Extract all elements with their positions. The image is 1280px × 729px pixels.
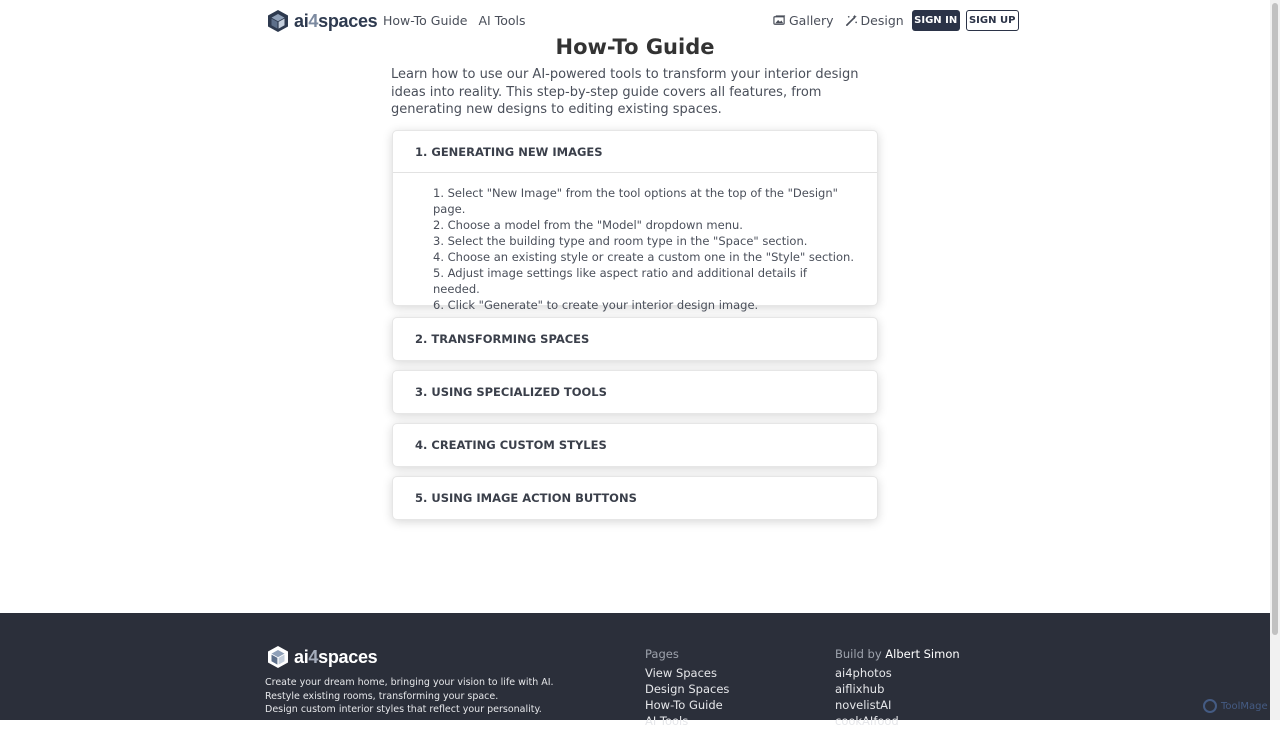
accordion-header[interactable]: 4. CREATING CUSTOM STYLES [415,438,607,452]
footer-built-by-heading [835,646,960,662]
user-nav [773,10,1019,31]
design-wand-icon [845,14,858,27]
sign-in-button[interactable]: SIGN IN [912,10,960,31]
accordion-header[interactable]: 5. USING IMAGE ACTION BUTTONS [415,491,637,505]
tagline-line: Restyle existing rooms, transforming your space. [265,690,499,702]
footer-link-view-spaces[interactable]: View Spaces [645,666,717,680]
nav-link-gallery-label: Gallery [789,13,834,28]
accordion-section-image-action-buttons [392,476,878,520]
footer-built-by-column [835,646,960,729]
footer-brand-logo[interactable] [267,645,377,669]
footer-link-ai4photos[interactable]: ai4photos [835,666,892,680]
footer-brand-name: ai4spaces [294,646,378,667]
nav-link-ai-tools[interactable]: AI Tools [478,13,526,28]
cube-logo-icon [267,9,289,33]
footer-link-novelistai[interactable]: novelistAI [835,698,892,712]
brand-logo[interactable] [267,9,377,33]
footer-pages-column [645,646,729,729]
footer-link-aiflixhub[interactable]: aiflixhub [835,682,885,696]
nav-link-how-to-guide[interactable]: How-To Guide [383,13,468,28]
accordion-header[interactable]: 2. TRANSFORMING SPACES [415,332,590,346]
gallery-icon [773,14,786,27]
accordion-section-specialized-tools [392,370,878,414]
footer-link-design-spaces[interactable]: Design Spaces [645,682,730,696]
page-title: How-To Guide [555,35,715,59]
watermark-label: ToolMage [1221,700,1268,712]
brand-name: ai4spaces [294,10,378,31]
watermark [1203,699,1268,713]
footer-tagline [265,676,554,717]
primary-nav [383,13,526,28]
footer-pages-heading: Pages [645,647,679,661]
author-link[interactable]: Albert Simon [885,647,960,661]
scrollbar-thumb[interactable] [1272,3,1278,635]
built-by-prefix: Build by [835,647,882,661]
accordion-section-transforming-spaces [392,317,878,361]
list-item: 5. Adjust image settings like aspect ratio and additional details if needed. [433,266,807,296]
accordion-section-generating-new-images [392,130,878,312]
list-item: 1. Select "New Image" from the tool options at the top of the "Design" page. [433,186,838,216]
cube-logo-icon [267,645,289,669]
nav-link-design-label: Design [860,13,904,28]
list-item: 6. Click "Generate" to create your interior design image. [433,298,759,312]
tagline-line: Create your dream home, bringing your vision to life with AI. [265,677,554,688]
accordion-header[interactable]: 3. USING SPECIALIZED TOOLS [415,385,607,399]
steps-list [433,185,855,313]
sign-up-button[interactable]: SIGN UP [966,10,1019,31]
nav-link-gallery[interactable] [773,13,834,28]
accordion-header[interactable]: 1. GENERATING NEW IMAGES [393,131,877,173]
footer-link-cookaifood[interactable]: cookAIfood [835,714,899,728]
list-item: 4. Choose an existing style or create a custom one in the "Style" section. [433,250,854,264]
list-item: 2. Choose a model from the "Model" dropdown menu. [433,218,743,232]
accordion-body [393,173,877,313]
nav-link-design[interactable] [845,13,904,28]
footer-link-how-to-guide[interactable]: How-To Guide [645,698,723,712]
tagline-line: Design custom interior styles that reflect your personality. [265,704,542,715]
vertical-scrollbar[interactable] [1270,0,1280,720]
footer-link-ai-tools[interactable]: AI Tools [645,714,689,728]
site-footer [0,613,1270,728]
list-item: 3. Select the building type and room type in the "Space" section. [433,234,808,248]
accordion-section-custom-styles [392,423,878,467]
intro-paragraph: Learn how to use our AI-powered tools to transform your interior design ideas into reality. This step-by-step guide covers all features, from generating new designs to editing existing spaces. [391,67,859,117]
top-navbar [0,0,1270,40]
watermark-icon [1203,699,1217,713]
